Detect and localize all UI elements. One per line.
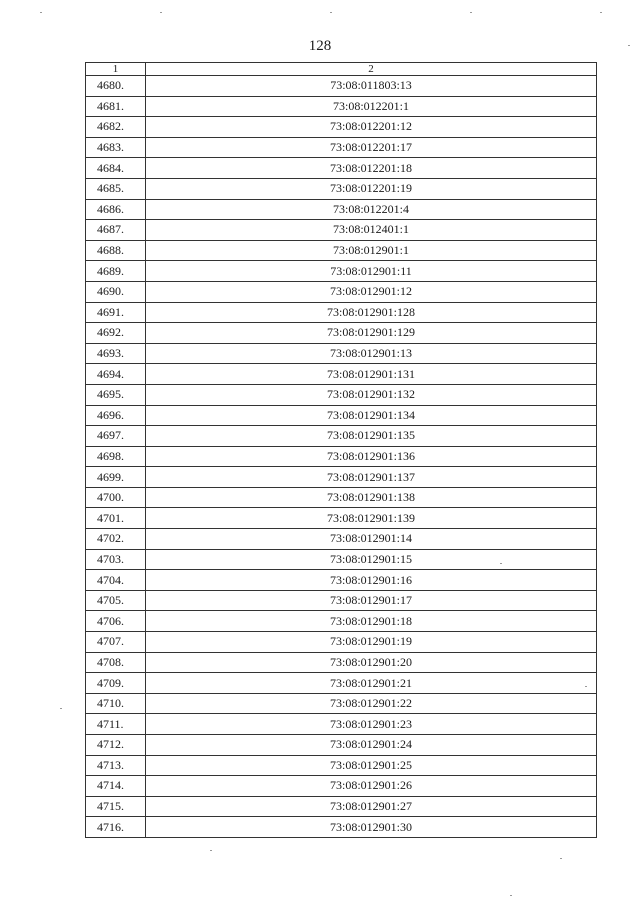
cadastral-number-table	[85, 62, 597, 838]
table-row	[86, 776, 597, 797]
scan-speck	[470, 12, 472, 13]
table-row	[86, 693, 597, 714]
row-number: 4697.	[86, 426, 146, 447]
table-row	[86, 652, 597, 673]
table-row	[86, 467, 597, 488]
row-number: 4680.	[86, 76, 146, 97]
cadastral-number: 73:08:012901:20	[146, 652, 597, 673]
cadastral-number: 73:08:012901:21	[146, 673, 597, 694]
table-row	[86, 590, 597, 611]
row-number: 4715.	[86, 796, 146, 817]
row-number: 4716.	[86, 817, 146, 838]
cadastral-number: 73:08:012901:128	[146, 302, 597, 323]
cadastral-number: 73:08:012201:18	[146, 158, 597, 179]
row-number: 4713.	[86, 755, 146, 776]
row-number: 4683.	[86, 137, 146, 158]
table-header-row	[86, 63, 597, 76]
table-row	[86, 220, 597, 241]
table-row	[86, 199, 597, 220]
row-number: 4690.	[86, 281, 146, 302]
cadastral-number: 73:08:012901:14	[146, 529, 597, 550]
cadastral-number: 73:08:012901:11	[146, 261, 597, 282]
page-number: 128	[308, 38, 332, 54]
cadastral-number: 73:08:012901:24	[146, 735, 597, 756]
cadastral-number: 73:08:012901:12	[146, 281, 597, 302]
scan-speck	[600, 12, 602, 13]
table-row	[86, 384, 597, 405]
table-row	[86, 446, 597, 467]
row-number: 4699.	[86, 467, 146, 488]
row-number: 4681.	[86, 96, 146, 117]
cadastral-number: 73:08:011803:13	[146, 76, 597, 97]
table-row	[86, 96, 597, 117]
table-row	[86, 817, 597, 838]
cadastral-number: 73:08:012201:19	[146, 178, 597, 199]
cadastral-number: 73:08:012901:139	[146, 508, 597, 529]
row-number: 4709.	[86, 673, 146, 694]
row-number: 4684.	[86, 158, 146, 179]
table-row	[86, 302, 597, 323]
row-number: 4701.	[86, 508, 146, 529]
table-row	[86, 529, 597, 550]
cadastral-number: 73:08:012901:23	[146, 714, 597, 735]
table-row	[86, 673, 597, 694]
cadastral-number: 73:08:012901:135	[146, 426, 597, 447]
table-row	[86, 796, 597, 817]
cadastral-number: 73:08:012901:30	[146, 817, 597, 838]
row-number: 4702.	[86, 529, 146, 550]
cadastral-number: 73:08:012901:25	[146, 755, 597, 776]
cadastral-number: 73:08:012901:131	[146, 364, 597, 385]
row-number: 4710.	[86, 693, 146, 714]
row-number: 4692.	[86, 323, 146, 344]
table-row	[86, 117, 597, 138]
row-number: 4686.	[86, 199, 146, 220]
row-number: 4694.	[86, 364, 146, 385]
table-row	[86, 549, 597, 570]
row-number: 4708.	[86, 652, 146, 673]
cadastral-number: 73:08:012901:15	[146, 549, 597, 570]
table-row	[86, 570, 597, 591]
table-body	[86, 76, 597, 838]
cadastral-number: 73:08:012901:13	[146, 343, 597, 364]
cadastral-number: 73:08:012201:12	[146, 117, 597, 138]
cadastral-number: 73:08:012901:129	[146, 323, 597, 344]
row-number: 4698.	[86, 446, 146, 467]
cadastral-number: 73:08:012901:16	[146, 570, 597, 591]
row-number: 4711.	[86, 714, 146, 735]
scan-speck	[160, 12, 162, 13]
table-row	[86, 487, 597, 508]
table-row	[86, 735, 597, 756]
table-row	[86, 508, 597, 529]
row-number: 4687.	[86, 220, 146, 241]
row-number: 4682.	[86, 117, 146, 138]
scan-speck	[210, 850, 212, 851]
cadastral-number: 73:08:012201:1	[146, 96, 597, 117]
table-row	[86, 611, 597, 632]
scan-speck	[60, 708, 62, 709]
scan-speck	[560, 858, 562, 859]
cadastral-number: 73:08:012901:22	[146, 693, 597, 714]
table-row	[86, 178, 597, 199]
table-row	[86, 343, 597, 364]
row-number: 4693.	[86, 343, 146, 364]
row-number: 4696.	[86, 405, 146, 426]
scan-speck	[40, 12, 42, 13]
table-row	[86, 240, 597, 261]
cadastral-number: 73:08:012901:136	[146, 446, 597, 467]
cadastral-number: 73:08:012901:26	[146, 776, 597, 797]
row-number: 4704.	[86, 570, 146, 591]
row-number: 4714.	[86, 776, 146, 797]
cadastral-number: 73:08:012901:138	[146, 487, 597, 508]
cadastral-number: 73:08:012901:18	[146, 611, 597, 632]
table-row	[86, 405, 597, 426]
cadastral-number: 73:08:012901:134	[146, 405, 597, 426]
table-row	[86, 632, 597, 653]
cadastral-number: 73:08:012901:1	[146, 240, 597, 261]
table-row	[86, 755, 597, 776]
row-number: 4700.	[86, 487, 146, 508]
table-row	[86, 323, 597, 344]
row-number: 4705.	[86, 590, 146, 611]
row-number: 4691.	[86, 302, 146, 323]
cadastral-number: 73:08:012901:19	[146, 632, 597, 653]
cadastral-number: 73:08:012901:27	[146, 796, 597, 817]
column-header-1: 1	[86, 63, 146, 76]
row-number: 4689.	[86, 261, 146, 282]
cadastral-number: 73:08:012201:4	[146, 199, 597, 220]
cadastral-number: 73:08:012901:132	[146, 384, 597, 405]
table-row	[86, 426, 597, 447]
table-row	[86, 76, 597, 97]
table-row	[86, 364, 597, 385]
row-number: 4695.	[86, 384, 146, 405]
cadastral-number: 73:08:012901:137	[146, 467, 597, 488]
scan-speck	[330, 12, 332, 13]
table-row	[86, 158, 597, 179]
row-number: 4685.	[86, 178, 146, 199]
row-number: 4712.	[86, 735, 146, 756]
cadastral-number: 73:08:012201:17	[146, 137, 597, 158]
scan-speck	[510, 895, 512, 896]
row-number: 4707.	[86, 632, 146, 653]
column-header-2: 2	[146, 63, 597, 76]
cadastral-number: 73:08:012401:1	[146, 220, 597, 241]
row-number: 4688.	[86, 240, 146, 261]
row-number: 4706.	[86, 611, 146, 632]
row-number: 4703.	[86, 549, 146, 570]
table-row	[86, 714, 597, 735]
cadastral-number: 73:08:012901:17	[146, 590, 597, 611]
table-row	[86, 261, 597, 282]
table-row	[86, 137, 597, 158]
table-row	[86, 281, 597, 302]
